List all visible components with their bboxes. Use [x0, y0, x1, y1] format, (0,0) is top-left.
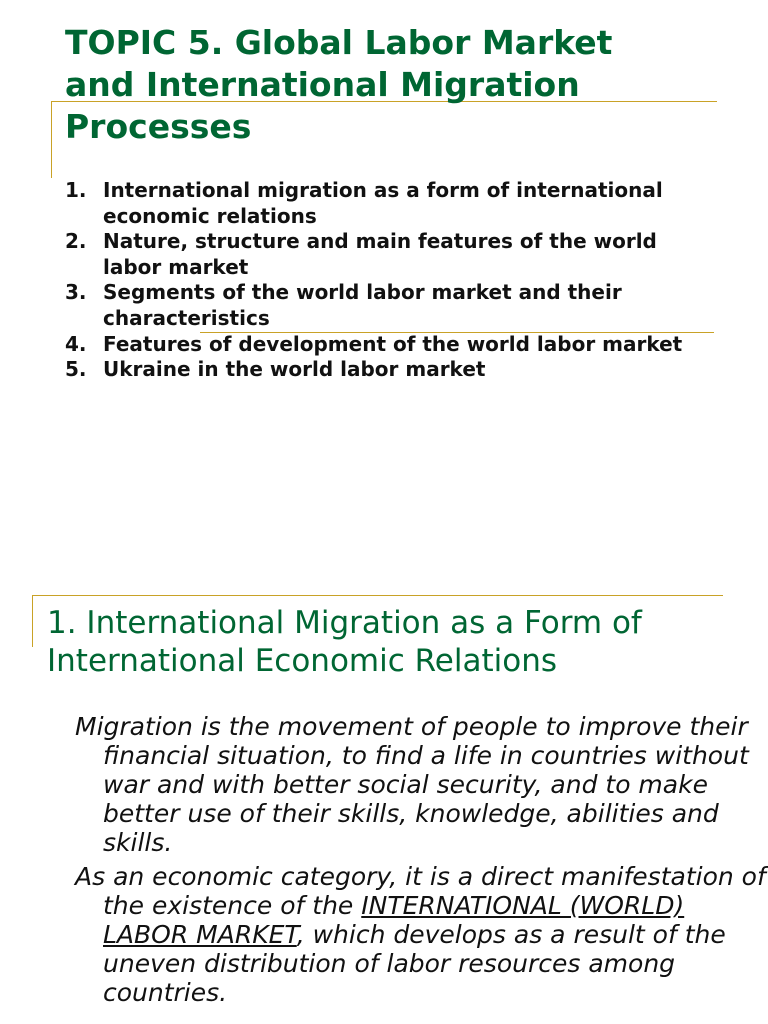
title-accent-bar	[32, 595, 33, 647]
list-item: 3. Segments of the world labor market and their characteristics	[65, 280, 622, 330]
title-divider	[32, 595, 723, 596]
list-item: 1. International migration as a form of international economic relations	[65, 178, 663, 228]
slide-title: 1. International Migration as a Form of International Economic Relations	[47, 605, 642, 679]
topic-list	[65, 178, 715, 383]
labor-market-term: INTERNATIONAL (WORLD) LABOR MARKET	[103, 891, 685, 949]
slide-2	[0, 512, 768, 1024]
list-item: 2. Nature, structure and main features of the world labor market	[65, 229, 657, 279]
economic-category-paragraph: As an economic category, it is a direct manifestation of the existence of the INTERNATIONAL (WORLD) LABOR MARKET, which develops as a result of the uneven distribution of labor resources among countries.	[75, 862, 766, 1007]
title-accent-bar	[51, 101, 52, 178]
slide-title: TOPIC 5. Global Labor Market and International Migration Processes	[65, 23, 613, 146]
list-item: 5. Ukraine in the world labor market	[65, 357, 486, 382]
migration-definition: Migration is the movement of people to improve their financial situation, to find a life in countries without war and with better social security, and to make better use of their skills, knowledge, abilities and skills.	[75, 712, 749, 857]
list-item: 4. Features of development of the world labor market	[65, 331, 683, 356]
